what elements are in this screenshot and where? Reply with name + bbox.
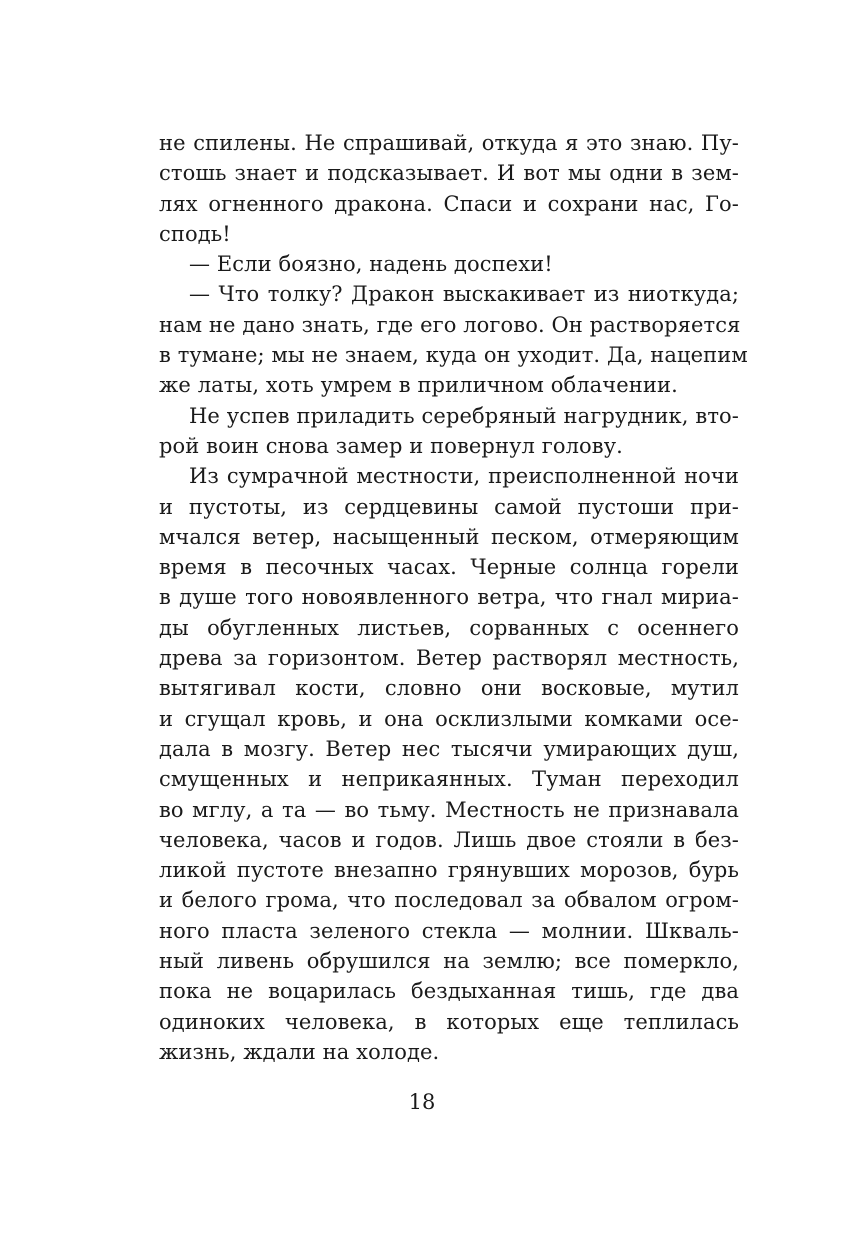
text-line: же латы, хоть умрем в приличном облачении. [159,373,678,398]
paragraph [159,461,739,1067]
text-line: рой воин снова замер и повернул голову. [159,433,623,458]
text-line: и белого грома, что последовал за обвалом огром- [159,888,739,913]
text-line: вытягивал кости, словно они восковые, мутил [159,676,739,701]
text-line: — Что толку? Дракон выскакивает из ниоткуда; [189,282,739,307]
text-line: стошь знает и подсказывает. И вот мы одни в зем- [159,161,739,186]
text-line: лях огненного дракона. Спаси и сохрани нас, Го- [159,191,739,216]
text-line: смущенных и неприкаянных. Туман переходил [159,767,739,792]
body-text [159,128,748,1067]
text-line: и пустоты, из сердцевины самой пустоши при- [159,494,739,519]
text-line: сподь! [159,221,231,246]
text-line: ды обугленных листьев, сорванных с осеннего [159,615,739,640]
paragraph [159,279,748,400]
text-line: ного пласта зеленого стекла — молнии. Шкваль- [159,918,739,943]
text-line: нам не дано знать, где его логово. Он растворяется [159,312,741,337]
text-line: в душе того новоявленного ветра, что гнал мириа- [159,585,739,610]
text-line: не спилены. Не спрашивай, откуда я это знаю. Пу- [159,131,739,155]
text-line: — Если боязно, надень доспехи! [189,252,553,277]
text-line: во мглу, а та — во тьму. Местность не признавала [159,797,739,822]
text-line: мчался ветер, насыщенный песком, отмеряющим [159,524,739,549]
text-line: дала в мозгу. Ветер нес тысячи умирающих душ, [159,736,739,761]
text-line: в тумане; мы не знаем, куда он уходит. Да, нацепим [159,343,748,368]
paragraph [159,128,739,249]
paragraph [159,249,739,279]
text-line: человека, часов и годов. Лишь двое стояли в без- [159,827,739,852]
text-line: ный ливень обрушился на землю; все померкло, [159,949,739,974]
text-line: жизнь, ждали на холоде. [159,1039,440,1064]
text-line: пока не воцарилась бездыханная тишь, где два [159,979,739,1004]
text-line: Из сумрачной местности, преисполненной ночи [189,464,739,489]
page-number: 18 [408,1090,436,1114]
text-line: и сгущал кровь, и она осклизлыми комками осе- [159,706,739,731]
paragraph [159,401,739,462]
text-line: древа за горизонтом. Ветер растворял местность, [159,646,739,671]
text-line: ликой пустоте внезапно грянувших морозов, бурь [159,858,739,883]
text-line: одиноких человека, в которых еще теплилась [159,1009,739,1034]
text-line: время в песочных часах. Черные солнца горели [159,555,739,580]
text-line: Не успев приладить серебряный нагрудник, вто- [189,403,739,428]
